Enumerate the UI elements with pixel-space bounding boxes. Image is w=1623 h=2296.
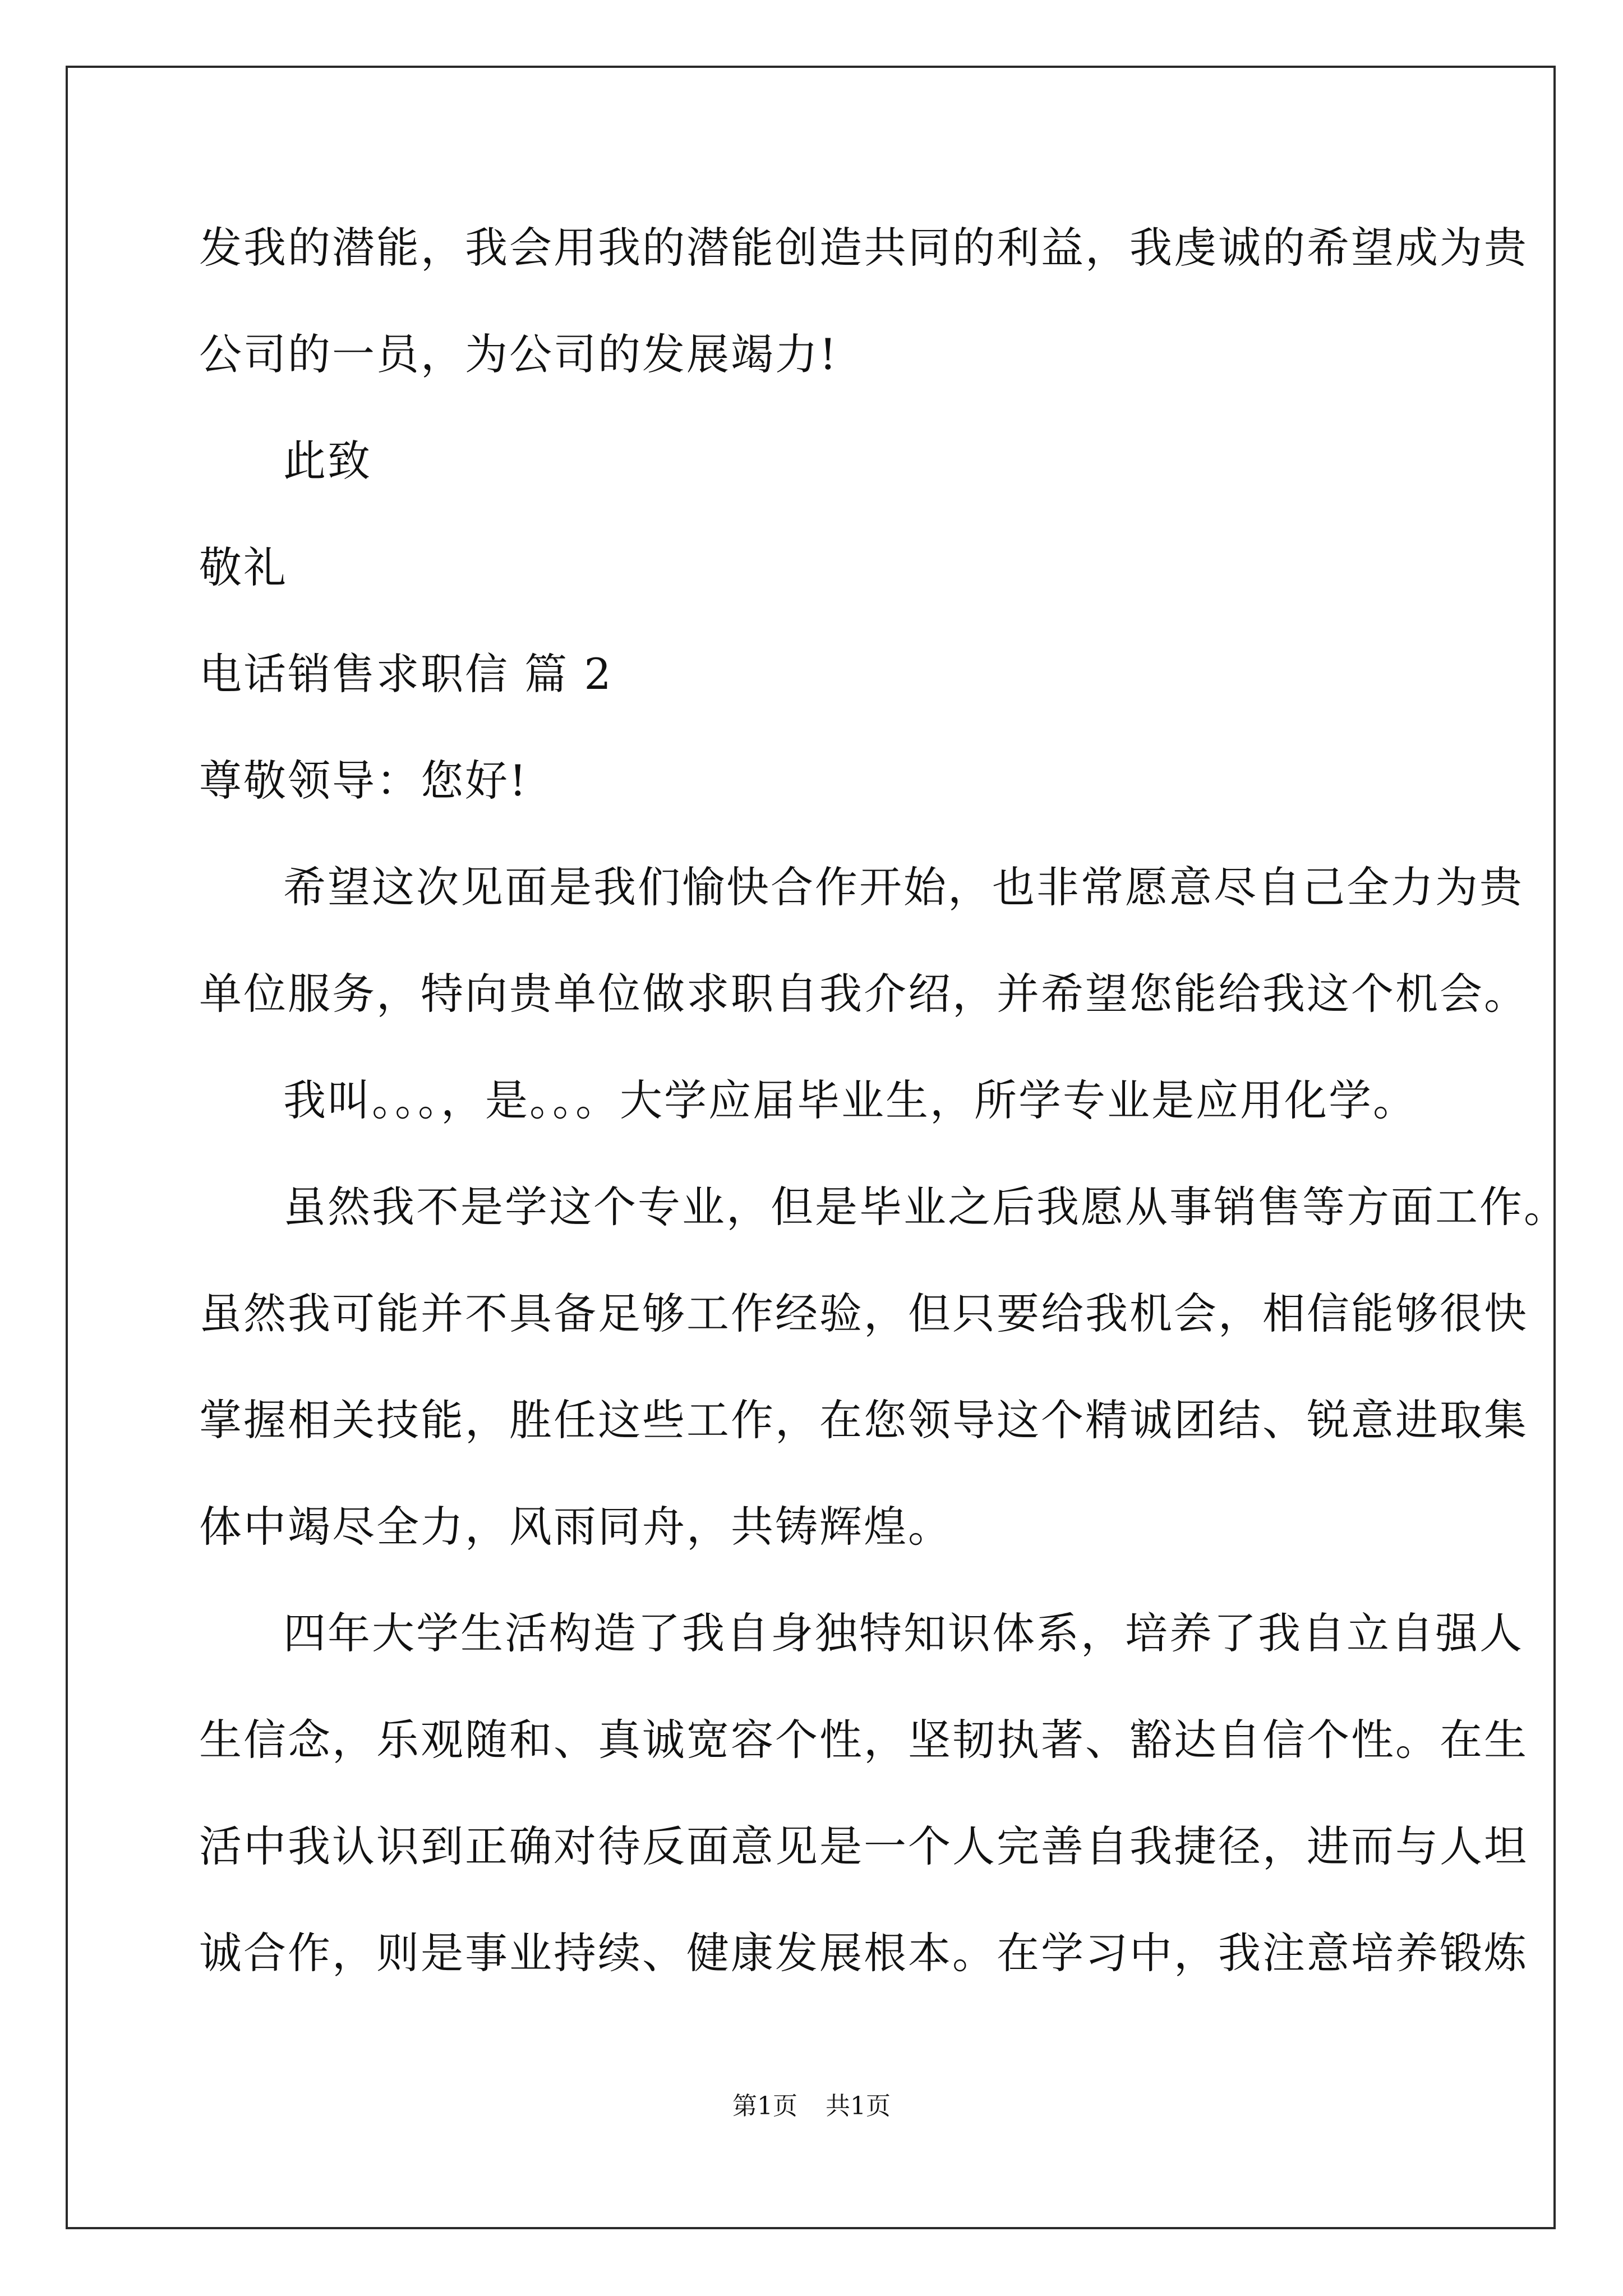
body-line: 体中竭尽全力，风雨同舟，共铸辉煌。 [199, 1502, 952, 1552]
closing-salutation: 此致 [283, 436, 372, 486]
body-line: 四年大学生活构造了我自身独特知识体系，培养了我自立自强人 [283, 1608, 1524, 1658]
page-number-total: 共1页 [826, 2092, 891, 2120]
body-line: 我叫。。。，是。。。大学应届毕业生，所学专业是应用化学。 [283, 1075, 1417, 1125]
greeting: 尊敬领导：您好! [199, 756, 528, 806]
body-line: 虽然我可能并不具备足够工作经验，但只要给我机会，相信能够很快 [199, 1289, 1528, 1338]
body-line: 希望这次见面是我们愉快合作开始，也非常愿意尽自己全力为贵 [283, 862, 1524, 912]
body-line: 活中我认识到正确对待反面意见是一个人完善自我捷径，进而与人坦 [199, 1821, 1528, 1871]
body-line: 虽然我不是学这个专业，但是毕业之后我愿从事销售等方面工作。 [283, 1182, 1568, 1232]
page-border [66, 66, 1556, 2229]
body-line: 掌握相关技能，胜任这些工作，在您领导这个精诚团结、锐意进取集 [199, 1395, 1528, 1445]
body-line: 诚合作，则是事业持续、健康发展根本。在学习中，我注意培养锻炼 [199, 1928, 1528, 1978]
page-number-current: 第1页 [732, 2092, 797, 2120]
body-line: 公司的一员，为公司的发展竭力! [199, 329, 838, 379]
page-footer [0, 2090, 1623, 2123]
closing-regards: 敬礼 [199, 542, 288, 592]
body-line: 发我的潜能，我会用我的潜能创造共同的利益，我虔诚的希望成为贵 [199, 223, 1528, 273]
body-line: 生信念，乐观随和、真诚宽容个性，坚韧执著、豁达自信个性。在生 [199, 1715, 1528, 1765]
body-line: 单位服务，特向贵单位做求职自我介绍，并希望您能给我这个机会。 [199, 969, 1528, 1019]
section-heading: 电话销售求职信 篇 2 [199, 649, 613, 699]
